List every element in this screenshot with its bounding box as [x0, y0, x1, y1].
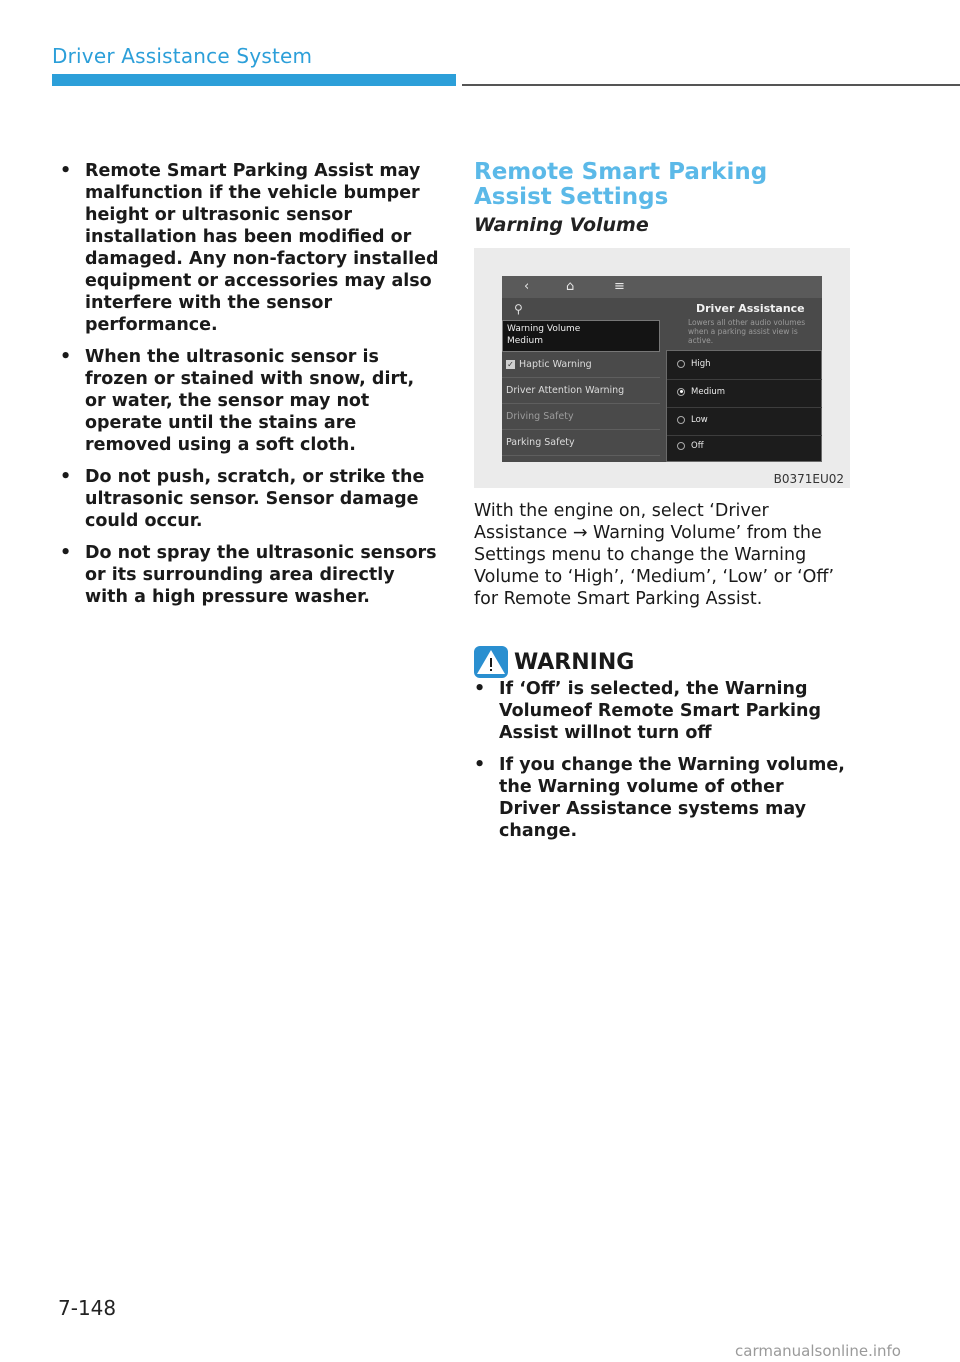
header-rule	[462, 84, 960, 86]
menu-item-haptic-warning: ✓ Haptic Warning	[502, 352, 660, 378]
home-icon: ⌂	[566, 279, 575, 294]
menu-item-driver-attention: Driver Attention Warning	[502, 378, 660, 404]
screen-description: Lowers all other audio volumes when a parking assist view is active.	[688, 318, 806, 345]
back-icon: ‹	[524, 279, 530, 294]
list-item: • If you change the Warning volume, the Warning volume of other Driver Assistance systems may change.	[474, 754, 850, 842]
menu-item-parking-safety: Parking Safety	[502, 430, 660, 456]
screen-title: Driver Assistance	[696, 302, 805, 315]
volume-options-popup	[666, 350, 822, 462]
settings-subheading: Warning Volume	[474, 214, 649, 236]
warning-volume-item	[502, 320, 660, 352]
warning-volume-label: Warning Volume	[507, 324, 581, 334]
caution-list	[60, 160, 440, 608]
list-item: • When the ultrasonic sensor is frozen or stained with snow, dirt, or water, the sensor may not operate until the stains are removed using a soft cloth.	[60, 346, 440, 456]
watermark: carmanualsonline.info	[735, 1342, 901, 1360]
option-low: Low	[677, 415, 708, 425]
warning-icon	[474, 646, 508, 678]
list-item: • Remote Smart Parking Assist may malfunction if the vehicle bumper height or ultrasonic sensor installation has been modified or damaged. Any non-factory installed equipment or accessories may also interfere with the sensor performance.	[60, 160, 440, 336]
right-column	[474, 160, 850, 852]
menu-item-driving-safety: Driving Safety	[502, 404, 660, 430]
option-high: High	[677, 359, 711, 369]
warning-volume-value: Medium	[507, 336, 543, 346]
header-accent-bar	[52, 74, 456, 86]
menu-icon: ≡	[614, 279, 625, 294]
warning-header	[474, 646, 850, 678]
list-item: • If ‘Off’ is selected, the Warning Volumeof Remote Smart Parking Assist willnot turn off	[474, 678, 850, 744]
settings-instructions: With the engine on, select ‘Driver Assistance → Warning Volume’ from the Settings menu to change the Warning Volume to ‘High’, ‘Medium’, ‘Low’ or ‘Off’ for Remote Smart Parking Assist.	[474, 501, 835, 609]
figure-code: B0371EU02	[773, 472, 844, 486]
infotainment-screen	[502, 276, 822, 462]
settings-figure	[474, 248, 850, 488]
checkbox-icon: ✓	[507, 360, 514, 369]
radio-icon	[677, 360, 685, 368]
radio-selected-icon	[677, 388, 685, 396]
radio-icon	[677, 442, 685, 450]
option-off: Off	[677, 441, 704, 451]
list-item: • Do not spray the ultrasonic sensors or its surrounding area directly with a high pressure washer.	[60, 542, 440, 608]
page-number: 7-148	[58, 1296, 117, 1320]
left-column	[60, 160, 440, 618]
warning-list	[474, 678, 850, 842]
screen-topbar	[502, 276, 822, 298]
section-title: Driver Assistance System	[52, 44, 313, 68]
option-medium: Medium	[677, 387, 725, 397]
warning-title: WARNING	[514, 649, 635, 675]
settings-heading: Remote Smart Parking Assist Settings	[474, 159, 768, 210]
list-item: • Do not push, scratch, or strike the ultrasonic sensor. Sensor damage could occur.	[60, 466, 440, 532]
search-icon: ⚲	[514, 302, 523, 316]
radio-icon	[677, 416, 685, 424]
